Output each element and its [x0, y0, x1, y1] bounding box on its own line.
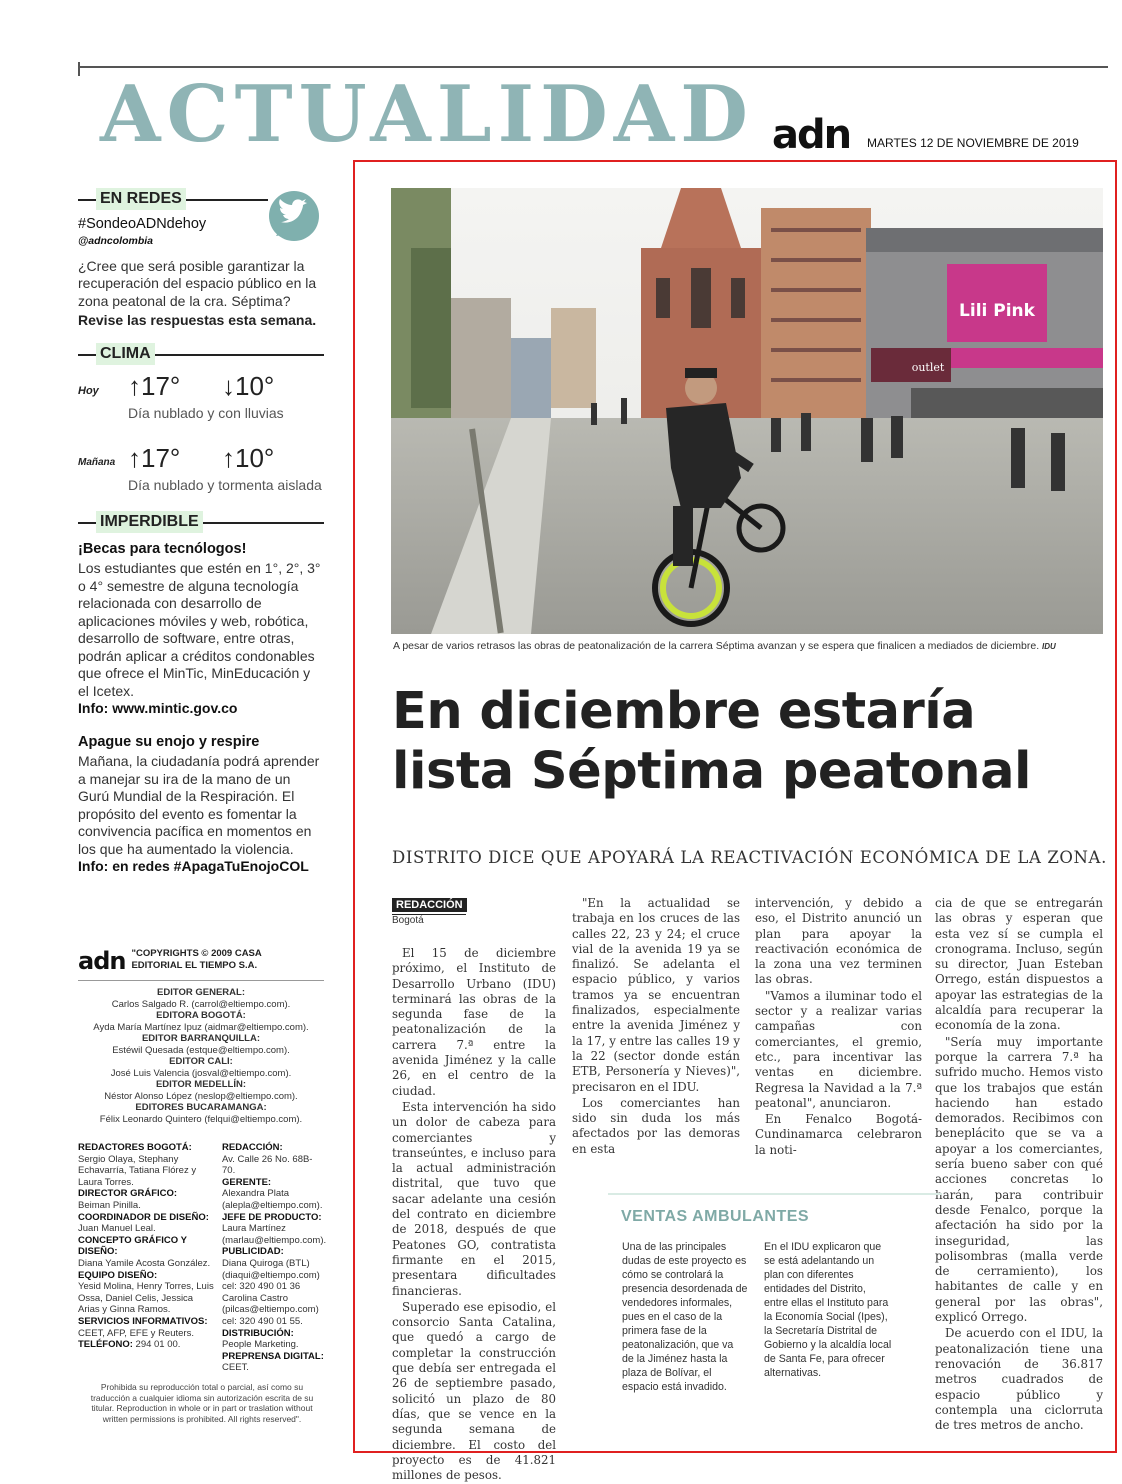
item2-title: Apague su enojo y respire: [78, 733, 260, 750]
staff-label: JEFE DE PRODUCTO:: [222, 1211, 322, 1223]
en-redes-header: [78, 188, 268, 210]
paragraph: De acuerdo con el IDU, la peatonalización tiene una renovación de 36.817 metros cuadrados de espacio público y contempla una ciclorruta de tres metros de ancho.: [935, 1326, 1103, 1433]
weather-day: Hoy: [78, 384, 99, 397]
credit-value: Ayda María Martínez Ipuz (aidmar@eltiempo.com).: [93, 1021, 309, 1033]
weather-day: Mañana: [78, 456, 116, 468]
top-rule: [78, 66, 1108, 68]
item1-text: Los estudiantes que estén en 1°, 2°, 3° o 4° semestre de alguna tecnología relacionada con desarrollo de aplicaciones móviles y web, robótica, desarrollo de software, entre otras, podrán aplicar a créditos condonables que ofrece el MinTic, MinEducación y el Icetex.: [78, 560, 321, 699]
staff-value: Laura Martínez (marlau@eltiempo.com).: [222, 1223, 327, 1246]
paragraph: Los comerciantes han sido sin duda los más afectados por las demoras en esta: [572, 1095, 740, 1156]
temp-low: ↑10°: [222, 442, 275, 473]
credit-value: Félix Leonardo Quintero (felqui@eltiempo.com).: [99, 1113, 303, 1125]
clima-label: CLIMA: [96, 343, 155, 365]
clima-header: [78, 343, 324, 365]
weather-today: [78, 371, 324, 443]
staff-value: Alexandra Plata (alepla@eltiempo.com).: [222, 1188, 323, 1211]
staff-label: TELÉFONO:: [78, 1339, 133, 1351]
imperdible-header: [78, 511, 324, 533]
caption-credit: IDU: [1042, 642, 1056, 651]
article-column-2: [572, 896, 740, 1158]
staff-value: Av. Calle 26 No. 68B-70.: [222, 1153, 313, 1177]
staff-label: GERENTE:: [222, 1176, 272, 1188]
box-title: VENTAS AMBULANTES: [621, 1208, 810, 1225]
weather-desc: Día nublado y tormenta aislada: [128, 476, 322, 493]
twitter-handle: @adncolombia: [78, 234, 153, 247]
item2-text: Mañana, la ciudadanía podrá aprender a manejar su ira de la mano de un Gurú Mundial de la Respiración. El propósito del evento es fomentar la convivencia pacífica en momentos en los que ha aumentado la violencia.: [78, 753, 320, 857]
box-column-1: Una de las principales dudas de este proyecto es cómo se controlará la presencia desordenada de vendedores informales, pues en el caso de la primera fase de la peatonalización, que va de la Jiménez hasta la plaza de Bolívar, el espacio está invadido.: [622, 1241, 748, 1393]
staff-label: REDACTORES BOGOTÁ:: [78, 1142, 192, 1153]
copyright: "COPYRIGHTS © 2009 CASA EDITORIAL EL TIEMPO S.A.: [131, 948, 262, 971]
staff-value: CEET, AFP, EFE y Reuters.: [78, 1327, 194, 1339]
staff-value: Yesid Molina, Henry Torres, Luis Ossa, Daniel Celis, Jessica Arias y Ginna Ramos.: [78, 1281, 214, 1316]
photo-caption: [393, 640, 1103, 652]
caption-text: A pesar de varios retrasos las obras de peatonalización de la carrera Séptima avanzan y se espera que finalicen a mediados de diciembre.: [393, 640, 1040, 652]
staff-value: People Marketing.: [222, 1339, 299, 1351]
paragraph: Esta intervención ha sido un dolor de cabeza para comerciantes y transeúntes, e incluso para la actual administración distrital, que tuvo que sacar adelante una cesión del contrato en diciembre de 2018, después de que Peatones GO, contratista firmante en el 2015, presentara dificultades financieras.: [392, 1099, 556, 1298]
staff-label: DISTRIBUCIÓN:: [222, 1327, 294, 1339]
box-column-2: En el IDU explicaron que se está adelantando un plan con diferentes entidades del Distrito, entre ellas el Instituto para la Economía Social (Ipes), la Secretaría Distrital de Gobierno y la alcaldía local de Santa Fe, para ofrecer alternativas.: [764, 1241, 892, 1379]
item1-title: ¡Becas para tecnólogos!: [78, 540, 247, 557]
article-column-1: [392, 946, 556, 1484]
weather-desc: Día nublado y con lluvias: [128, 404, 284, 421]
temp-low: ↓10°: [222, 370, 275, 401]
poll-question: ¿Cree que será posible garantizar la recuperación del espacio público en la zona peatonal de la cra. Séptima?: [78, 257, 317, 309]
credits-logo: adn: [78, 947, 126, 975]
paragraph: cia de que se entregarán las obras y esperan que esta vez sí se cumpla el cronograma. Incluso, según su director, Juan Esteban Orrego, están dispuestos a apoyar las estrategias de la alcaldía para recuperar la economía de la zona.: [935, 896, 1103, 1033]
sidebar: [78, 188, 324, 876]
temp-high: ↑17°: [128, 370, 181, 401]
masthead-credits: [78, 948, 324, 1125]
credit-value: Estéwil Quesada (estque@eltiempo.com).: [112, 1044, 290, 1056]
outlet-sign-text: outlet: [911, 361, 945, 374]
byline: REDACCIÓN: [392, 898, 467, 912]
paragraph: intervención, y debido a eso, el Distrito anunció un plan para apoyar la reactivación económica de la zona una vez terminen las obras.: [755, 896, 922, 987]
credit-label: EDITORES BUCARAMANGA:: [135, 1102, 267, 1113]
en-redes-label: EN REDES: [96, 188, 186, 210]
staff-value: CEET.: [222, 1362, 249, 1374]
section-title: ACTUALIDAD: [100, 69, 754, 160]
credit-label: EDITOR MEDELLÍN:: [155, 1079, 247, 1090]
headline: En diciembre estaría lista Séptima peatonal: [392, 682, 1032, 801]
credit-value: José Luis Valencia (josval@eltiempo.com).: [110, 1067, 292, 1079]
imperdible-label: IMPERDIBLE: [96, 511, 203, 533]
staff-label: CONCEPTO GRÁFICO Y DISEÑO:: [78, 1234, 187, 1258]
twitter-icon: [264, 188, 324, 248]
paragraph: "Vamos a iluminar todo el sector y a realizar varias campañas con comerciantes, el gremio, etc., para incentivar las ventas en diciembre. Regresa la Navidad a la 7.ª peatonal", anunciaron.: [755, 988, 922, 1110]
legal-notice: Prohibida su reproducción total o parcial, así como su traducción a cualquier idioma sin autorización escrita de su titular. Reproduction in whole or in part or traslation without written permissions is prohibited. All rights reserved".: [90, 1382, 314, 1424]
temp-high: ↑17°: [128, 442, 181, 473]
top-rule-tick: [78, 62, 80, 76]
staff-label: PUBLICIDAD:: [222, 1246, 284, 1258]
credit-label: EDITOR CALI:: [169, 1056, 233, 1067]
issue-date: MARTES 12 DE NOVIEMBRE DE 2019: [867, 136, 1079, 150]
credit-value: Néstor Alonso López (neslop@eltiempo.com).: [104, 1090, 298, 1102]
paragraph: En Fenalco Bogotá-Cundinamarca celebraron la noti-: [755, 1112, 922, 1157]
staff-value: Diana Yamile Acosta González.: [78, 1257, 211, 1269]
byline-location: Bogotá: [392, 914, 466, 926]
staff-value: Juan Manuel Leal.: [78, 1223, 156, 1235]
paragraph: "Sería muy importante porque la carrera 7.ª ha sufrido mucho. Hemos visto que los trabajos que están haciendo han estado demorados. Recibimos con beneplácito que se va a apoyar a los comerciantes, sería bueno saber con qué acciones concretas lo harán, para contribuir desde Fenalco, porque la afectación ha sido por la inseguridad, las polisombras (malla verde de cerramiento), los habitantes de calle y en general por las obras", explicó Orrego.: [935, 1034, 1103, 1325]
lilipink-sign-text: Lili Pink: [959, 301, 1035, 321]
weather-tomorrow: [78, 443, 324, 515]
credit-label: EDITOR BARRANQUILLA:: [141, 1033, 261, 1044]
staff-value: Sergio Olaya, Stephany Echavarría, Tatiana Flórez y Laura Torres.: [78, 1153, 197, 1188]
article-column-3: [755, 896, 922, 1159]
street-photo-illustration: [391, 188, 1103, 634]
credit-value: Carlos Salgado R. (carrol@eltiempo.com).: [111, 998, 291, 1010]
item1-info: Info: www.mintic.gov.co: [78, 700, 238, 716]
hashtag: #SondeoADNdehoy: [78, 216, 207, 232]
staff-label: EQUIPO DISEÑO:: [78, 1269, 158, 1281]
credit-label: EDITOR GENERAL:: [157, 987, 245, 998]
credit-label: EDITORA BOGOTÁ:: [156, 1010, 246, 1021]
article-photo: [391, 188, 1103, 634]
paragraph: Superado ese episodio, el consorcio Santa Catalina, que quedó a cargo de completar la construcción que debía ser entregada el 26 de septiembre pasado, solicitó un plazo de 80 días, que se vence en la segunda semana de diciembre. El costo del proyecto es de 41.821 millones de pesos.: [392, 1299, 556, 1483]
adn-logo: adn: [772, 112, 851, 158]
staff-value: 294 01 00.: [135, 1339, 181, 1351]
staff-label: PREPRENSA DIGITAL:: [222, 1350, 324, 1362]
paragraph: "En la actualidad se trabaja en los cruces de las calles 22, 23 y 24; el cruce vial de la avenida 19 ya se finalizó. Se adelanta el espacio público, y varios tramos ya se encuentran finalizados, especialmente entre la avenida Jiménez y la 17, y entre las calles 19 y la 22 (sector donde están ETB, Personería y Nieves)", precisaron en el IDU.: [572, 896, 740, 1094]
article-column-4: [935, 896, 1103, 1434]
staff-label: SERVICIOS INFORMATIVOS:: [78, 1315, 208, 1327]
staff-value: Diana Quiroga (BTL) (diaqui@eltiempo.com) cel: 320 490 01 36 Carolina Castro (pilcas@eltiempo.com) cel: 320 490 01 55.: [222, 1257, 320, 1327]
staff-label: REDACCIÓN:: [222, 1142, 283, 1153]
item2-info: Info: en redes #ApagaTuEnojoCOL: [78, 858, 309, 874]
staff-label: COORDINADOR DE DISEÑO:: [78, 1211, 209, 1223]
staff-value: Beiman Pinilla.: [78, 1199, 141, 1211]
paragraph: El 15 de diciembre próximo, el Instituto de Desarrollo Urbano (IDU) terminará las obras de la segunda fase de la peatonalización de la carrera 7.ª entre la avenida Jiménez y la calle 26, en el centro de la ciudad.: [392, 946, 556, 1098]
staff-label: DIRECTOR GRÁFICO:: [78, 1188, 178, 1200]
subheadline: DISTRITO DICE QUE APOYARÁ LA REACTIVACIÓN ECONÓMICA DE LA ZONA.: [392, 848, 1107, 867]
poll-cta: Revise las respuestas esta semana.: [78, 312, 317, 328]
